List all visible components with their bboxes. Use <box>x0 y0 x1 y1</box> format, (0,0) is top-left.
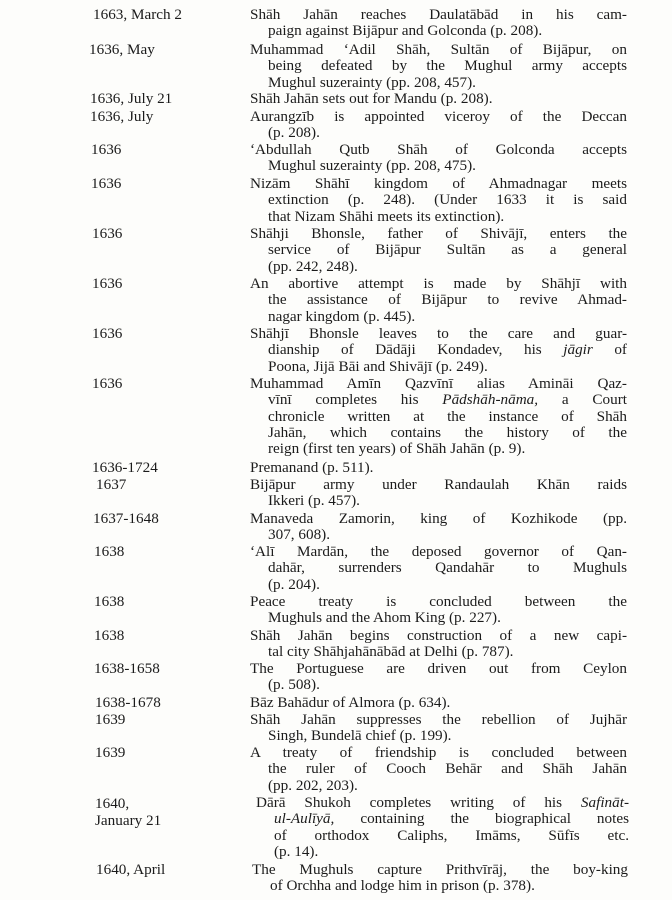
entry-date: 1638 <box>94 543 125 560</box>
entry-text: ‘Alī Mardān, the deposed governor of Qan- dahār, surrenders Qandahār to Mughuls (p. 204). <box>250 543 627 593</box>
entry-date: 1636 <box>92 275 123 292</box>
entry-text: Muhammad ‘Adil Shāh, Sultān of Bijāpur, on being defeated by the Mughul army accepts Mughul suzerainty (pp. 208, 457). <box>250 41 627 91</box>
entry-date: 1637-1648 <box>93 510 159 527</box>
entry-date: 1640, January 21 <box>95 795 162 829</box>
entry-date: 1639 <box>95 744 126 761</box>
entry-date: 1636, July 21 <box>90 90 173 107</box>
entry-text: Shāhji Bhonsle, father of Shivājī, enters the service of Bijāpur Sultān as a general (pp. 242, 248). <box>250 225 627 275</box>
jagir-line: dianship of Dādāji Kondadev, his jāgir of <box>268 341 627 359</box>
entry-date: 1636, May <box>89 41 155 58</box>
entry-date: 1636 <box>92 225 123 242</box>
entry-date: 1638-1678 <box>95 694 161 711</box>
entry-text: Peace treaty is concluded between the Mughuls and the Ahom King (p. 227). <box>250 593 627 627</box>
entry-date: 1639 <box>95 711 126 728</box>
entry-text: A treaty of friendship is concluded between the ruler of Cooch Behār and Shāh Jahān (pp. 202, 203). <box>250 744 627 794</box>
entry-text: The Mughuls capture Prithvīrāj, the boy-king of Orchha and lodge him in prison (p. 378). <box>252 861 628 895</box>
entry-text: ‘Abdullah Qutb Shāh of Golconda accepts Mughul suzerainty (pp. 208, 475). <box>250 141 627 175</box>
entry-text: An abortive attempt is made by Shāhjī with the assistance of Bijāpur to revive Ahmad- nagar kingdom (p. 445). <box>250 275 627 325</box>
entry-text: Shāh Jahān begins construction of a new capi- tal city Shāhjahānābād at Delhi (p. 787). <box>250 627 627 661</box>
entry-text: Shāh Jahān suppresses the rebellion of Jujhār Singh, Bundelā chief (p. 199). <box>250 711 627 745</box>
entry-text: Bāz Bahādur of Almora (p. 634). <box>250 694 451 711</box>
entry-date: 1636-1724 <box>92 459 158 476</box>
safinat-line: Dārā Shukoh completes writing of his Safināt- <box>256 794 629 811</box>
auliya-line: ul-Aulīyā, containing the biographical notes <box>274 810 629 828</box>
entry-text: Shāhjī Bhonsle leaves to the care and guar- dianship of Dādāji Kondadev, his jāgir of Poona, Jijā Bāi and Shivājī (p. 249). <box>250 325 627 375</box>
entry-text: Nizām Shāhī kingdom of Ahmadnagar meets extinction (p. 248). (Under 1633 it is said that Nizam Shāhi meets its extinction). <box>250 175 627 225</box>
entry-text: Premanand (p. 511). <box>250 459 374 476</box>
entry-date: 1638 <box>94 627 125 644</box>
auliya-title: ul-Aulīyā, <box>274 810 335 828</box>
entry-date: 1636 <box>92 375 123 392</box>
entry-date: 1636 <box>91 175 122 192</box>
entry-date: 1637 <box>96 476 127 493</box>
entry-text: Aurangzīb is appointed viceroy of the Deccan (p. 208). <box>250 108 627 142</box>
entry-date: 1636 <box>91 141 122 158</box>
entry-text: Manaveda Zamorin, king of Kozhikode (pp. 307, 608). <box>250 510 627 544</box>
entry-text: Bijāpur army under Randaulah Khān raids Ikkeri (p. 457). <box>250 476 627 510</box>
entry-date: 1638-1658 <box>94 660 160 677</box>
entry-text: Shāh Jahān reaches Daulatābād in his cam- paign against Bijāpur and Golconda (p. 208). <box>250 6 627 40</box>
entry-date: 1636 <box>92 325 123 342</box>
jagir-term: jāgir <box>563 341 593 359</box>
chronology-page <box>0 2 672 900</box>
entry-date: 1636, July <box>90 108 154 125</box>
padshah-nama-title: Pādshāh-nāma, <box>442 391 539 409</box>
entry-date: 1663, March 2 <box>93 6 182 23</box>
entry-text: The Portuguese are driven out from Ceylon (p. 508). <box>250 660 627 694</box>
padshah-nama-line: vīnī completes his Pādshāh-nāma, a Court <box>268 391 627 409</box>
safinat-title: Safināt- <box>580 794 629 811</box>
entry-date: 1638 <box>94 593 125 610</box>
entry-text: Shāh Jahān sets out for Mandu (p. 208). <box>250 90 493 107</box>
entry-date: 1640, April <box>96 861 166 878</box>
entry-text: Dārā Shukoh completes writing of his Safināt- ul-Aulīyā, containing the biographical notes of orthodox Caliphs, Imāms, Sūfīs etc. (p. 14). <box>256 794 629 860</box>
entry-text: Muhammad Amīn Qazvīnī alias Amināi Qaz- vīnī completes his Pādshāh-nāma, a Court chronicle written at the instance of Shāh Jahān, which contains the history of the reign (first ten years) of Shāh Jahān (p. 9). <box>250 375 627 458</box>
